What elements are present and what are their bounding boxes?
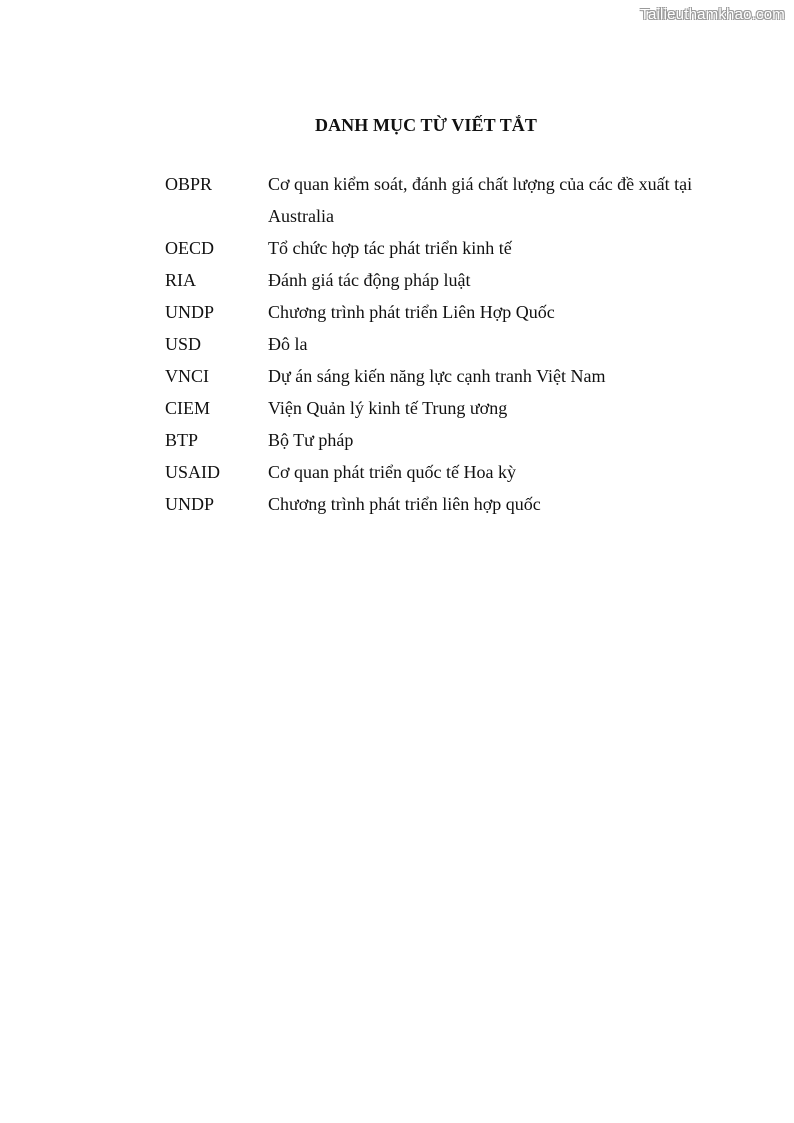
abbreviation-row xyxy=(165,360,725,392)
abbreviation-meaning: Đô la xyxy=(268,334,308,354)
abbreviation-code: OBPR xyxy=(165,174,213,194)
abbreviation-meaning: Cơ quan kiểm soát, đánh giá chất lượng của các đề xuất tại Australia xyxy=(268,174,693,226)
abbreviation-code: VNCI xyxy=(165,366,209,386)
abbreviation-code: RIA xyxy=(165,270,196,290)
page-title: DANH MỤC TỪ VIẾT TẮT xyxy=(314,115,538,135)
abbreviation-row xyxy=(165,488,725,520)
abbreviation-meaning: Cơ quan phát triển quốc tế Hoa kỳ xyxy=(268,462,516,482)
abbreviation-row xyxy=(165,392,725,424)
abbreviation-meaning: Chương trình phát triển Liên Hợp Quốc xyxy=(268,302,555,322)
abbreviation-row xyxy=(165,168,725,232)
abbreviation-code: USD xyxy=(165,334,202,354)
abbreviation-code: CIEM xyxy=(165,398,210,418)
abbreviation-row xyxy=(165,232,725,264)
abbreviation-code: OECD xyxy=(165,238,214,258)
abbreviation-meaning: Đánh giá tác động pháp luật xyxy=(268,270,471,290)
abbreviation-row xyxy=(165,296,725,328)
abbreviation-row xyxy=(165,264,725,296)
abbreviation-meaning: Viện Quản lý kinh tế Trung ương xyxy=(268,398,508,418)
abbreviation-row xyxy=(165,328,725,360)
abbreviation-code: USAID xyxy=(165,462,221,482)
abbreviation-meaning: Dự án sáng kiến năng lực cạnh tranh Việt Nam xyxy=(268,366,606,386)
abbreviation-code: BTP xyxy=(165,430,199,450)
watermark-text: Tailieuthamkhao.com xyxy=(640,6,785,23)
abbreviation-code: UNDP xyxy=(165,302,215,322)
abbreviation-meaning: Chương trình phát triển liên hợp quốc xyxy=(268,494,541,514)
abbreviation-meaning: Tổ chức hợp tác phát triển kinh tế xyxy=(268,238,512,258)
abbreviation-row xyxy=(165,456,725,488)
abbreviation-code: UNDP xyxy=(165,494,215,514)
abbreviation-row xyxy=(165,424,725,456)
abbreviation-list xyxy=(165,168,725,520)
abbreviation-meaning: Bộ Tư pháp xyxy=(268,430,354,450)
